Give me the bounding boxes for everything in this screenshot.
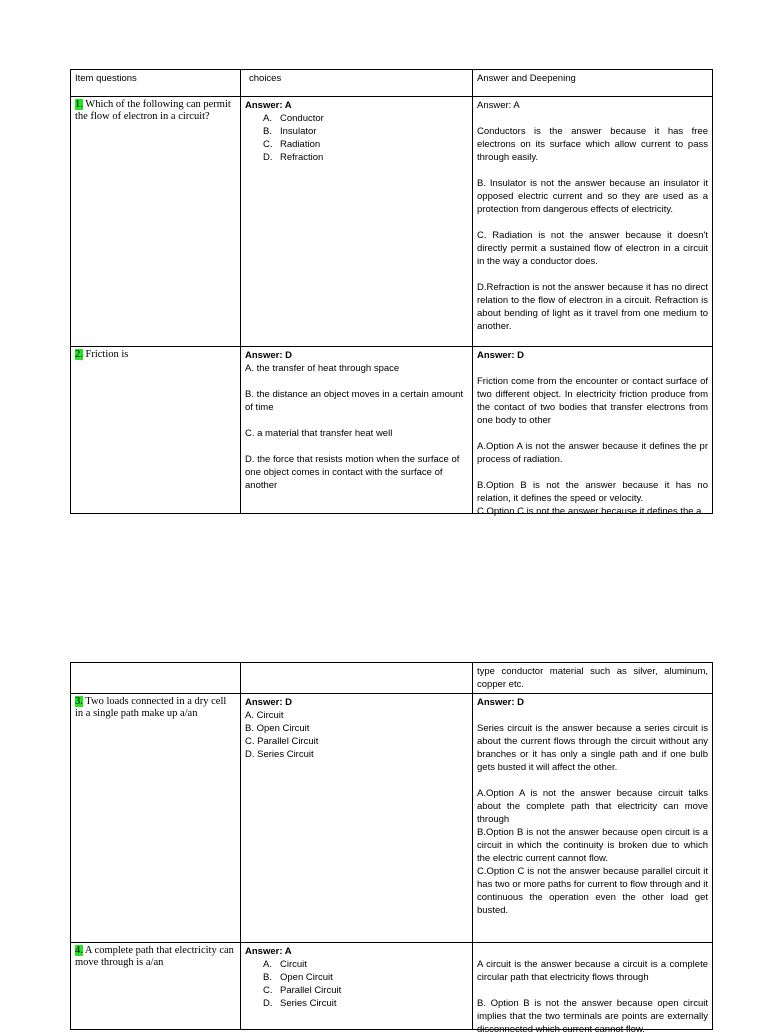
choice-item: D. Refraction [263,152,324,163]
choice-item: B. Insulator [263,126,317,137]
choice-item: D. Series Circuit [245,749,314,760]
choice-item: C. Parallel Circuit [263,985,342,996]
choice-list-1 [245,112,468,164]
question-cell-3 [71,694,241,943]
choice-item: A. the transfer of heat through space [245,363,400,374]
question-row-2 [71,347,713,514]
deepening-answer-1: Answer: A [477,100,520,111]
header-choices: choices [241,70,473,97]
deepening-paragraph: Conductors is the answer because it has free electrons on its surface which allow current to pass through easily. [477,126,708,163]
question-row-1 [71,97,713,347]
choice-item: C. a material that transfer heat well [245,428,393,439]
question-number-1: 1. [75,99,83,110]
question-row-3 [71,694,713,943]
deepening-paragraph: C.Option C is not the answer because it defines the a [477,506,702,517]
answer-label-2: Answer: D [245,350,292,361]
deepening-paragraph: B. Option B is not the answer because open circuit implies that the two terminals are points are externally disconnected which current cannot flow. [477,998,708,1035]
quiz-table-1 [70,69,713,517]
question-number-2: 2. [75,349,83,360]
deepening-answer-3: Answer: D [477,697,524,708]
choice-item: C. Parallel Circuit [245,736,319,747]
choice-item: A. Conductor [263,113,324,124]
choice-list-4 [245,958,468,1010]
question-row-4 [71,943,713,1030]
deepening-cell-3 [473,694,713,943]
question-text-2: Friction is [82,349,129,360]
choices-cell-3 [241,694,473,943]
choice-item: D. Series Circuit [263,998,337,1009]
answer-label-3: Answer: D [245,697,292,708]
header-answer-deepening: Answer and Deepening [473,70,713,97]
question-cell-2 [71,347,241,514]
question-number-3: 3. [75,696,83,707]
header-row [71,70,713,97]
deepening-paragraph: B.Option B is not the answer because it has no relation, it defines the speed or velocity. [477,480,708,504]
deepening-paragraph: B.Option B is not the answer because open circuit is a circuit in which the continuity is broken due to which the electric current cannot flow. [477,827,708,864]
question-cell-1 [71,97,241,347]
deepening-paragraph: Friction come from the encounter or contact surface of two different object. In electricity friction produce from the contact of two bodies that transfer electrons from one body to other [477,376,708,426]
choice-item: B. Open Circuit [245,723,310,734]
deepening-paragraph: A circuit is the answer because a circuit is a complete circular path that electricity flows through [477,959,708,983]
deepening-paragraph: A.Option A is not the answer because circuit talks about the complete path that electricity can move through [477,788,708,825]
choice-item: A. Circuit [245,710,284,721]
choice-item: B. Open Circuit [263,972,333,983]
deepening-paragraph: B. Insulator is not the answer because an insulator it opposed electric current and so they are used as a protection from dangerous effects of electricity. [477,178,708,215]
deepening-cell-1 [473,97,713,347]
continuation-text: type conductor material such as silver, aluminum, copper etc. [473,663,713,694]
choice-item: D. the force that resists motion when the surface of one object comes in contact with the surface of another [245,454,460,491]
choices-cell-2 [241,347,473,514]
deepening-paragraph: A.Option A is not the answer because it defines the pr process of radiation. [477,441,708,465]
deepening-paragraph: D.Refraction is not the answer because it has no direct relation to the flow of electron in a circuit. Refraction is about bending of light as it travel from one medium to another. [477,282,708,332]
quiz-table-2 [70,662,713,1035]
deepening-paragraph: C. Radiation is not the answer because it doesn't directly permit a sustained flow of electron in a circuit in the way a conductor does. [477,230,708,267]
choices-cell-1 [241,97,473,347]
choice-item: B. the distance an object moves in a certain amount of time [245,389,464,413]
question-cell-4 [71,943,241,1030]
answer-label-4: Answer: A [245,946,292,957]
question-text-3: Two loads connected in a dry cell in a single path make up a/an [75,696,227,719]
deepening-cell-4 [473,943,713,1035]
question-text-1: Which of the following can permit the flow of electron in a circuit? [75,99,231,122]
answer-label-1: Answer: A [245,100,292,111]
continuation-row [71,663,713,694]
deepening-answer-2: Answer: D [477,350,524,361]
deepening-cell-2 [473,347,713,517]
header-item-questions: Item questions [71,70,241,97]
question-number-4: 4. [75,945,83,956]
deepening-paragraph: C.Option C is not the answer because parallel circuit it has two or more paths for current to flow through and it continuous the operation even the other load get busted. [477,866,708,916]
question-text-4: A complete path that electricity can move through is a/an [75,945,234,968]
choice-item: C. Radiation [263,139,321,150]
choice-item: A. Circuit [263,959,307,970]
deepening-paragraph: Series circuit is the answer because a series circuit is about the current flows through the circuit without any branches or it has only a single path and if one bulb gets busted it will affect the other. [477,723,708,773]
choices-cell-4 [241,943,473,1030]
